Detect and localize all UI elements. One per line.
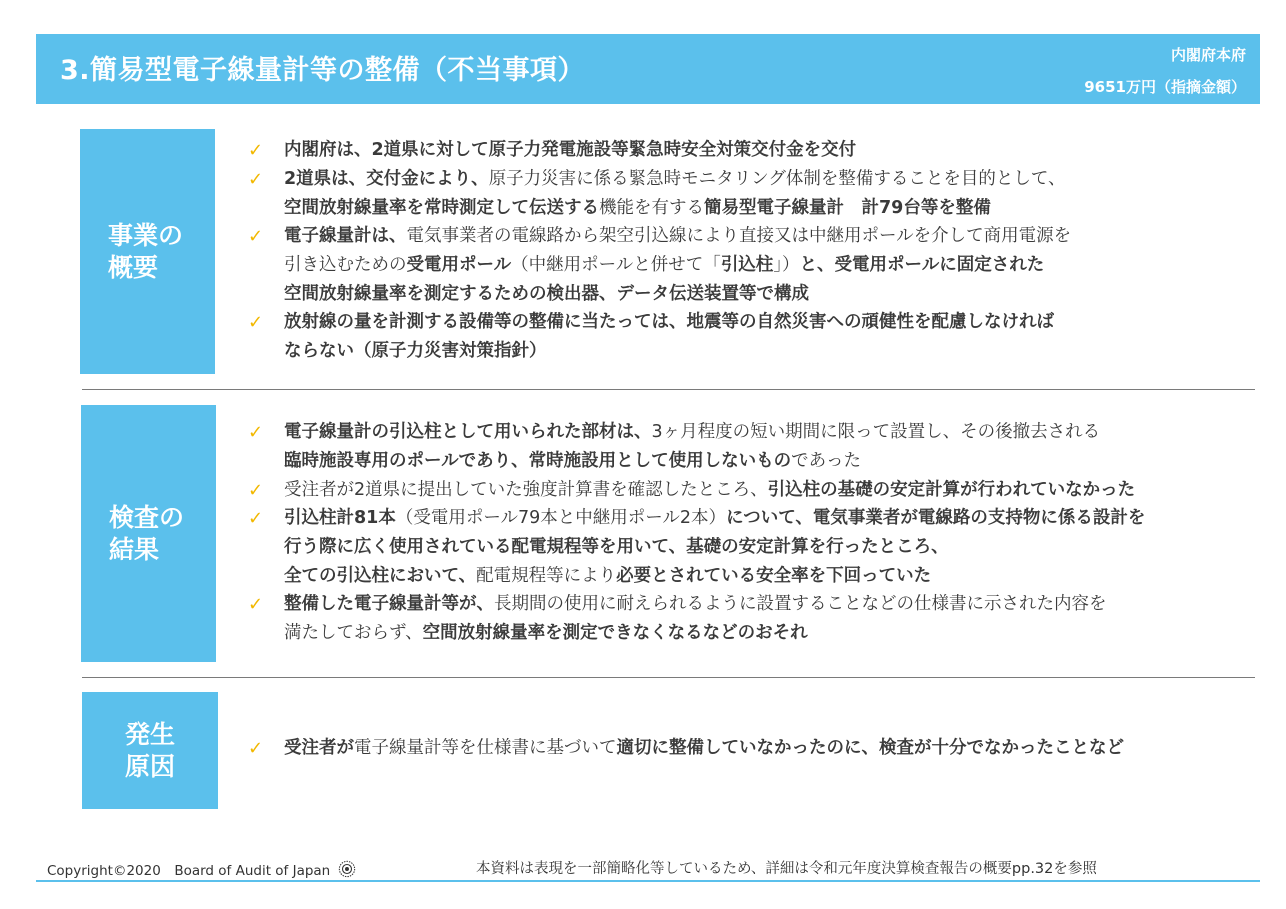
check-icon: ✓ xyxy=(248,140,264,161)
emphasis-text: 2道県は、交付金により、 xyxy=(284,169,489,189)
body-text: 」） xyxy=(773,255,800,275)
body-text: 機能を有する xyxy=(599,198,704,218)
body-text: 満たしておらず、 xyxy=(284,623,423,643)
emphasis-text: 全ての引込柱において、 xyxy=(284,566,477,586)
body-text: 長期間の使用に耐えられるように設置することなどの仕様書に示された内容を xyxy=(494,594,1107,614)
footer-divider xyxy=(36,880,1260,882)
body-text: 原子力災害に係る緊急時モニタリング体制を整備することを目的として、 xyxy=(488,169,1066,189)
item-line xyxy=(284,504,1145,533)
body-text: 受注者が2道県に提出していた強度計算書を確認したところ、 xyxy=(284,480,768,500)
emphasis-text: 行う際に広く使用されている配電規程等を用いて、基礎の安定計算を行ったところ、 xyxy=(284,537,949,557)
item-line xyxy=(284,619,1107,648)
body-text: 電子線量計等を仕様書に基づいて xyxy=(354,738,617,758)
emphasis-text: と、受電用ポールに固定された xyxy=(799,255,1045,275)
department-label: 内閣府本府 xyxy=(1170,46,1246,64)
item-line xyxy=(284,562,1145,591)
item-line xyxy=(284,308,1054,337)
item-line xyxy=(284,280,1071,309)
item-line xyxy=(284,337,1054,366)
body-text: 配電規程等により xyxy=(476,566,617,586)
body-text: であった xyxy=(791,451,861,471)
section-divider xyxy=(82,677,1255,678)
section-label-line: 概要 xyxy=(108,252,159,282)
emphasis-text: について、電気事業者が電線路の支持物に係る設計を xyxy=(726,508,1146,528)
check-icon: ✓ xyxy=(248,508,264,529)
check-icon: ✓ xyxy=(248,422,264,443)
section-label-line: 原因 xyxy=(124,751,175,781)
section-label-line: 事業の xyxy=(108,220,184,250)
section-label-line: 検査の xyxy=(109,502,185,532)
item-line xyxy=(284,418,1100,447)
emphasis-text: 臨時施設専用のポールであり、常時施設用として使用しないもの xyxy=(284,451,792,471)
emphasis-text: 放射線の量を計測する設備等の整備に当たっては、地震等の自然災害への頑健性を配慮しなければ xyxy=(284,312,1054,332)
check-icon: ✓ xyxy=(248,169,264,190)
emphasis-text: 電子線量計は、 xyxy=(284,226,407,246)
copyright xyxy=(47,859,356,879)
emphasis-text: 空間放射線量率を常時測定して伝送する xyxy=(284,198,599,218)
footer-note: 本資料は表現を一部簡略化等しているため、詳細は令和元年度決算検査報告の概要pp.32を参照 xyxy=(476,861,1097,877)
board-logo-icon xyxy=(338,860,356,878)
section-divider xyxy=(82,389,1255,390)
body-text: 3ヶ月程度の短い期間に限って設置し、その後撤去される xyxy=(651,422,1101,442)
emphasis-text: 空間放射線量率を測定できなくなるなどのおそれ xyxy=(422,623,808,643)
emphasis-text: 受注者が xyxy=(284,738,354,758)
section-label-line: 結果 xyxy=(109,534,160,564)
emphasis-text: 適切に整備していなかったのに、検査が十分でなかったことなど xyxy=(616,738,1124,758)
check-icon: ✓ xyxy=(248,738,264,759)
body-text: （中継用ポールと併せて「 xyxy=(511,255,721,275)
page-title: 3.簡易型電子線量計等の整備（不当事項） xyxy=(60,55,586,86)
copyright-text: Copyright©2020 Board of Audit of Japan xyxy=(47,863,331,879)
body-text: 引き込むための xyxy=(284,255,407,275)
body-text: 電気事業者の電線路から架空引込線により直接又は中継用ポールを介して商用電源を xyxy=(406,226,1072,246)
item-line xyxy=(284,533,1145,562)
item-line xyxy=(284,590,1107,619)
emphasis-text: 必要とされている安全率を下回っていた xyxy=(616,566,932,586)
item-line xyxy=(284,476,1135,505)
section-label-line: 発生 xyxy=(124,719,175,749)
check-icon: ✓ xyxy=(248,226,264,247)
section-label-overview xyxy=(80,129,215,374)
emphasis-text: 空間放射線量率を測定するための検出器、データ伝送装置等で構成 xyxy=(284,284,809,304)
emphasis-text: 簡易型電子線量計 計79台等を整備 xyxy=(704,198,991,218)
check-icon: ✓ xyxy=(248,480,264,501)
item-line xyxy=(284,165,1066,194)
body-text: （受電用ポール79本と中継用ポール2本） xyxy=(395,508,727,528)
check-icon: ✓ xyxy=(248,594,264,615)
item-line xyxy=(284,251,1071,280)
item-line xyxy=(284,222,1071,251)
section-label-cause xyxy=(82,692,218,809)
emphasis-text: 整備した電子線量計等が、 xyxy=(284,594,494,614)
emphasis-text: 電子線量計の引込柱として用いられた部材は、 xyxy=(284,422,652,442)
emphasis-text: 引込柱の基礎の安定計算が行われていなかった xyxy=(767,480,1136,500)
section-label-inspection xyxy=(81,405,216,662)
check-icon: ✓ xyxy=(248,312,264,333)
emphasis-text: ならない（原子力災害対策指針） xyxy=(284,341,547,361)
title-bar xyxy=(36,34,1260,104)
item-line xyxy=(284,136,856,165)
item-line xyxy=(284,194,1066,223)
item-line xyxy=(284,447,1100,476)
emphasis-text: 受電用ポール xyxy=(406,255,512,275)
amount-label: 9651万円（指摘金額） xyxy=(1084,78,1246,96)
emphasis-text: 引込柱 xyxy=(720,255,774,275)
item-line xyxy=(284,734,1124,763)
emphasis-text: 引込柱計81本 xyxy=(284,508,396,528)
emphasis-text: 内閣府は、2道県に対して原子力発電施設等緊急時安全対策交付金を交付 xyxy=(284,140,857,160)
